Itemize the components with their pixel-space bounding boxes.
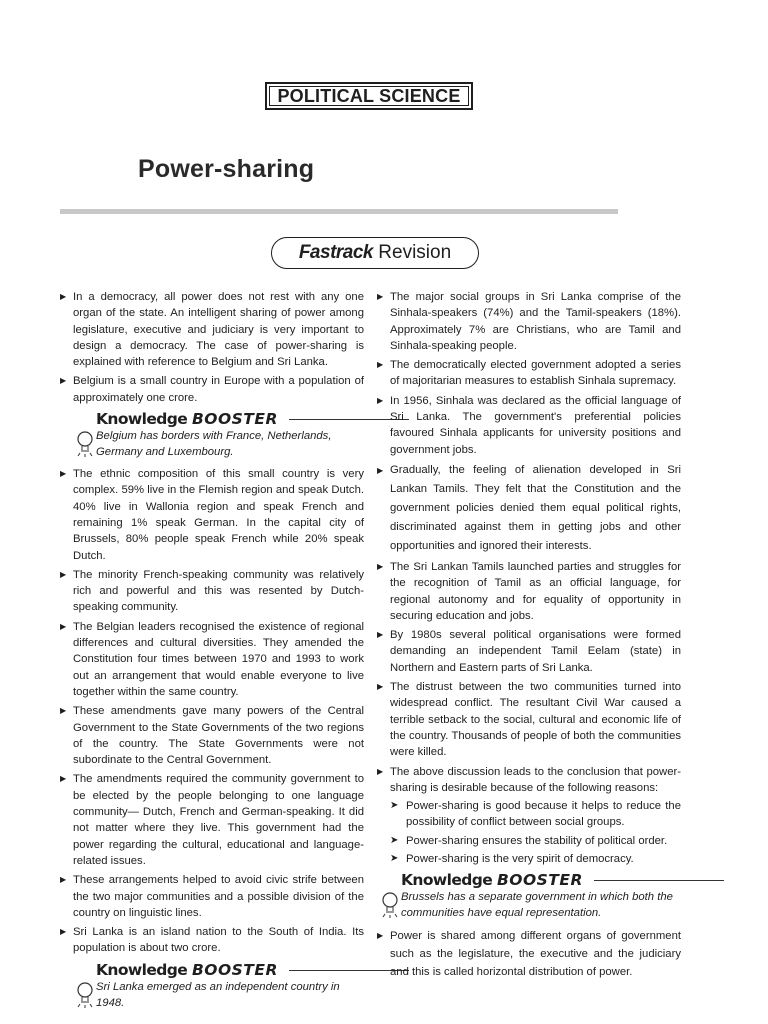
title-rule xyxy=(60,209,618,214)
list-item: ▶ By 1980s several political organisations were formed demanding an independent Tamil Eelam (state) in Northern and Eastern parts of Sri Lanka. xyxy=(377,627,681,676)
list-item: ▶ In a democracy, all power does not rest with any one organ of the state. An intelligent sharing of power among legislature, executive and judiciary is very important to design a democracy. The case of power-sharing is explained with reference to Belgium and Sri Lanka. xyxy=(60,289,364,370)
lightbulb-icon xyxy=(76,981,94,1009)
list-item xyxy=(377,764,681,868)
list-item: ▶ These amendments gave many powers of the Central Government to the State Governments of the two regions of the country. The State Governments were not subordinate to the Central Government. xyxy=(60,703,364,768)
reason-item: ➤ Power-sharing is the very spirit of democracy. xyxy=(390,851,681,867)
list-item: ▶ The Belgian leaders recognised the existence of regional differences and cultural diversities. They amended the Constitution four times between 1970 and 1993 to work out an arrangement that would enable everyone to live together within the same country. xyxy=(60,619,364,700)
knowledge-booster xyxy=(72,410,364,460)
list-item: ▶ Gradually, the feeling of alienation developed in Sri Lankan Tamils. They felt that the Constitution and the government policies denied them equal political rights, discriminated against them in getting jobs and other opportunities and ignored their interests. xyxy=(377,461,681,556)
knowledge-booster xyxy=(377,871,681,921)
knowledge-booster-title: Knowledge BOOSTER xyxy=(96,961,364,979)
list-item-text: The above discussion leads to the conclusion that power-sharing is desirable because of the following reasons: xyxy=(390,765,681,794)
list-item: ▶ The democratically elected government adopted a series of majoritarian measures to establish Sinhala supremacy. xyxy=(377,357,681,390)
knowledge-booster-title: Knowledge BOOSTER xyxy=(401,871,681,889)
list-item: ▶ The distrust between the two communities turned into widespread conflict. The resultant Civil War caused a terrible setback to the social, cultural and economic life of the country. Thousands of people of both the communities were killed. xyxy=(377,679,681,760)
list-item: ▶ The major social groups in Sri Lanka comprise of the Sinhala-speakers (74%) and the Tamil-speakers (18%). Approximately 7% are Christians, who are Tamil and Sinhala-speaking people. xyxy=(377,289,681,354)
section-badge-bold: Fastrack xyxy=(298,242,373,263)
lightbulb-icon xyxy=(76,430,94,458)
left-column xyxy=(60,289,364,1017)
list-item: ▶ The minority French-speaking community was relatively rich and powerful and this was resented by Dutch-speaking community. xyxy=(60,567,364,616)
section-badge xyxy=(271,237,479,269)
list-item: ▶ The Sri Lankan Tamils launched parties and struggles for the recognition of Tamil as an official language, for regional autonomy and for equality of opportunity in securing education and jobs. xyxy=(377,559,681,624)
lightbulb-icon xyxy=(381,891,399,919)
knowledge-booster-text: Belgium has borders with France, Netherlands, Germany and Luxembourg. xyxy=(96,430,332,459)
section-badge-regular: Revision xyxy=(378,242,452,263)
right-column xyxy=(377,289,681,984)
list-item: ▶ Sri Lanka is an island nation to the South of India. Its population is about two crore. xyxy=(60,924,364,957)
knowledge-booster xyxy=(72,961,364,1011)
list-item: ▶ The ethnic composition of this small country is very complex. 59% live in the Flemish region and speak Dutch. 40% live in Wallonia region and speak French and remaining 1% speak German. In the capital city of Brussels, 80% people speak French while 20% speak Dutch. xyxy=(60,466,364,564)
list-item: ▶ Power is shared among different organs of government such as the legislature, the executive and the judiciary and this is called horizontal distribution of power. xyxy=(377,927,681,981)
subject-heading: POLITICAL SCIENCE xyxy=(265,82,473,110)
knowledge-booster-text: Sri Lanka emerged as an independent country in 1948. xyxy=(96,980,340,1009)
reason-item: ➤ Power-sharing is good because it helps to reduce the possibility of conflict between social groups. xyxy=(390,798,681,831)
knowledge-booster-title: Knowledge BOOSTER xyxy=(96,410,364,428)
list-item: ▶ These arrangements helped to avoid civic strife between the two major communities and a possible division of the country on linguistic lines. xyxy=(60,872,364,921)
chapter-title: Power-sharing xyxy=(138,155,315,183)
knowledge-booster-text: Brussels has a separate government in which both the communities have equal representation. xyxy=(401,891,673,920)
list-item: ▶ In 1956, Sinhala was declared as the official language of Sri Lanka. The government's preferential policies favoured Sinhala applicants for university positions and government jobs. xyxy=(377,393,681,458)
reason-item: ➤ Power-sharing ensures the stability of political order. xyxy=(390,833,681,849)
reasons-list xyxy=(390,798,681,867)
list-item: ▶ The amendments required the community government to be elected by the people belonging to one language community— Dutch, French and German-speaking. It did not matter where they live. This government had the power regarding the cultural, educational and language-related issues. xyxy=(60,771,364,869)
list-item: ▶ Belgium is a small country in Europe with a population of approximately one crore. xyxy=(60,373,364,406)
